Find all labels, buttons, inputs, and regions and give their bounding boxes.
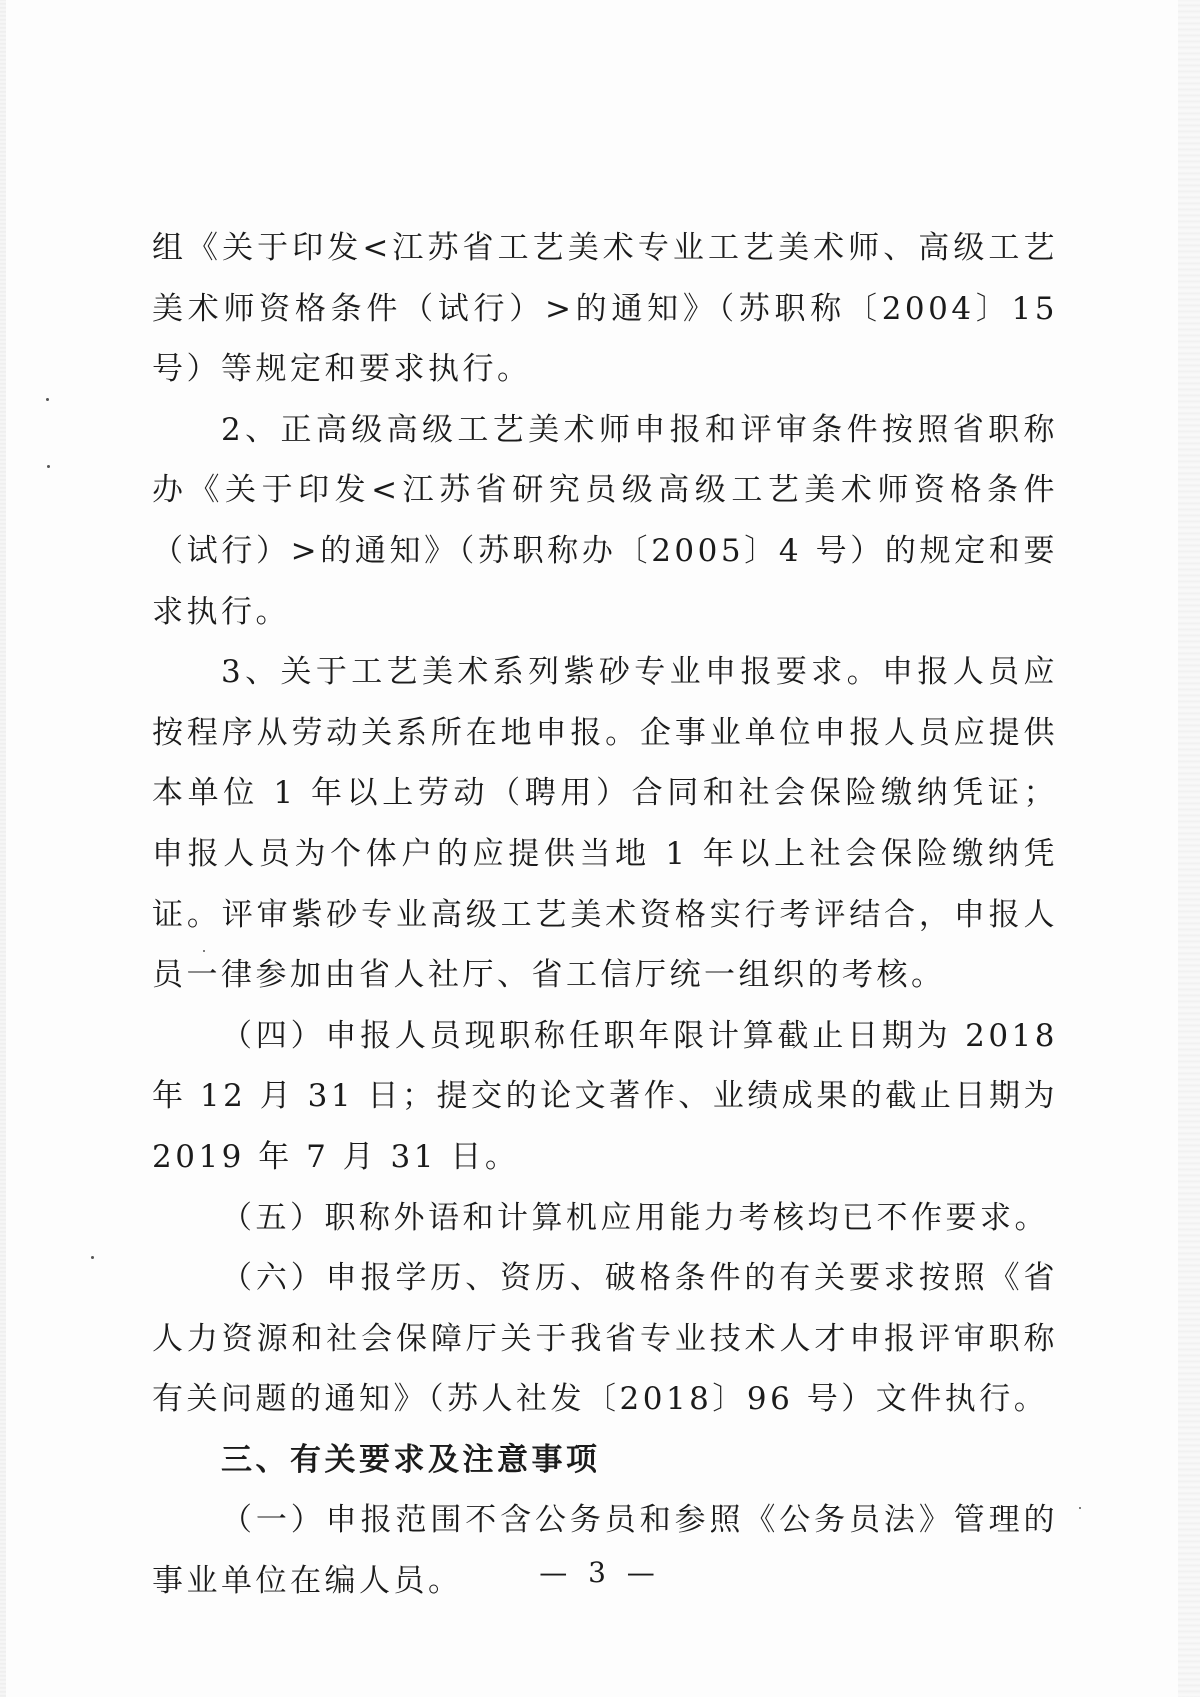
paragraph-section-6: （六）申报学历、资历、破格条件的有关要求按照《省人力资源和社会保障厅关于我省专业技术人才申报评审职称有关问题的通知》（苏人社发〔2018〕96 号）文件执行。 [152, 1260, 1058, 1418]
paragraph-continuation: 组《关于印发<江苏省工艺美术专业工艺美术师、高级工艺美术师资格条件（试行）>的通知》（苏职称〔2004〕15 号）等规定和要求执行。 [152, 230, 1058, 388]
paragraph-subsection-1: （一）申报范围不含公务员和参照《公务员法》管理的事业单位在编人员。 [152, 1502, 1058, 1600]
page-number: — 3 — [539, 1556, 661, 1589]
scan-right-edge [1178, 0, 1200, 1697]
paragraph-item-3: 3、关于工艺美术系列紫砂专业申报要求。申报人员应按程序从劳动关系所在地申报。企事业单位申报人员应提供本单位 1 年以上劳动（聘用）合同和社会保险缴纳凭证；申报人员为个体户的应提供当地 1 年以上社会保险缴纳凭证。评审紫砂专业高级工艺美术资格实行考评结合，申报人员一律参加由省人社厅、省工信厅统一组织的考核。 [152, 654, 1058, 994]
scan-left-edge [0, 0, 6, 1697]
paragraph-item-2: 2、正高级高级工艺美术师申报和评审条件按照省职称办《关于印发<江苏省研究员级高级工艺美术师资格条件（试行）>的通知》（苏职称办〔2005〕4 号）的规定和要求执行。 [152, 411, 1058, 630]
document-body [152, 218, 1058, 1612]
scan-speck [46, 398, 49, 401]
section-heading-3: 三、有关要求及注意事项 [221, 1441, 601, 1478]
scan-speck [47, 465, 50, 468]
scan-speck [91, 1256, 94, 1259]
paragraph-section-4: （四）申报人员现职称任职年限计算截止日期为 2018 年 12 月 31 日；提交的论文著作、业绩成果的截止日期为 2019 年 7 月 31 日。 [152, 1017, 1058, 1175]
paragraph-section-5: （五）职称外语和计算机应用能力考核均已不作要求。 [221, 1199, 1049, 1236]
scan-speck [1079, 1507, 1081, 1509]
